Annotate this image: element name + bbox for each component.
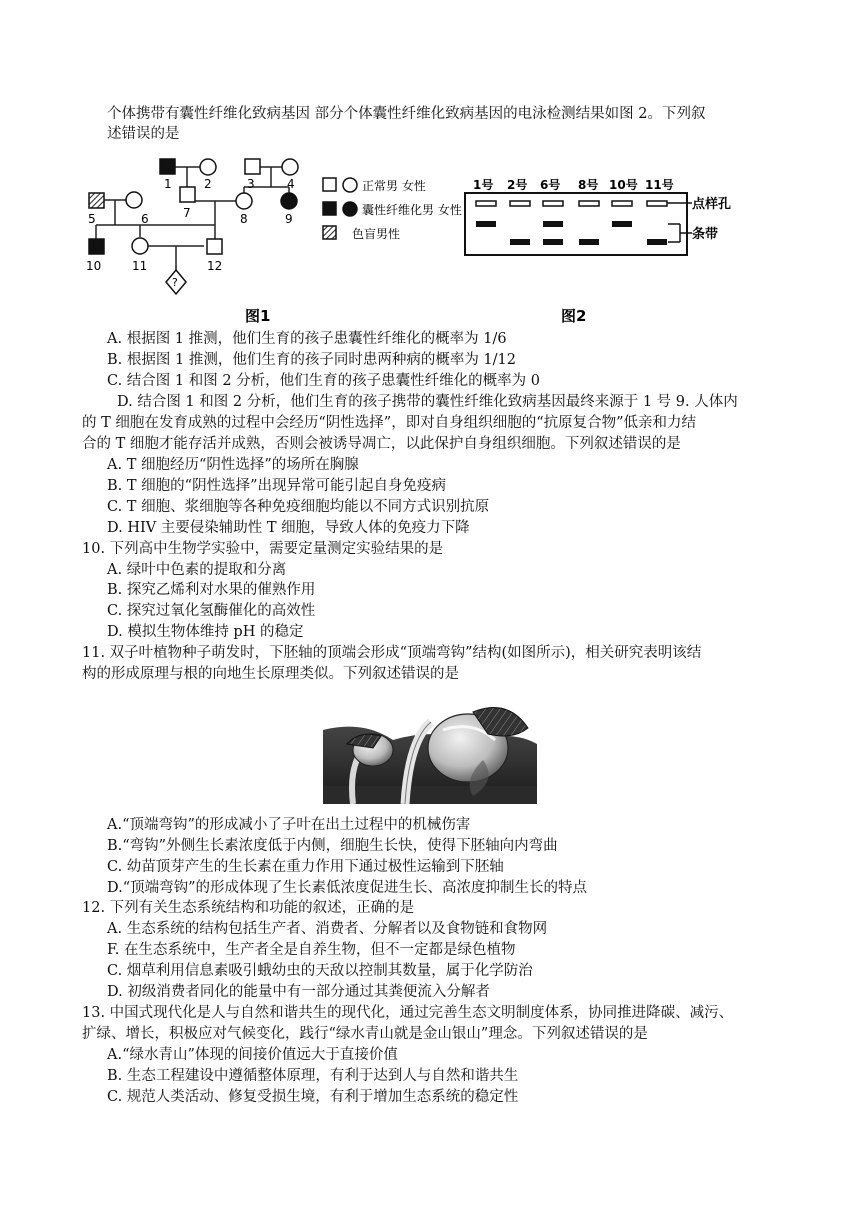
label-7: 7 [183, 206, 191, 220]
well-11 [647, 201, 667, 206]
label-3: 3 [247, 177, 255, 191]
q8-option-d: D. 结合图 1 和图 2 分析，他们生育的孩子携带的囊性纤维化致病基因最终来源于 1 号 9. 人体内 [117, 394, 738, 410]
individual-7-normal-male [180, 187, 195, 202]
label-1: 1 [164, 177, 172, 191]
legend-colorblind-label: 色盲男性 [352, 227, 401, 241]
label-2: 2 [204, 177, 212, 191]
individual-3-normal-male [245, 159, 260, 174]
label-9: 9 [285, 212, 293, 226]
individual-9-cf-female [281, 193, 297, 209]
well-10 [612, 201, 632, 206]
individual-4-normal-female [282, 159, 298, 175]
label-4: 4 [287, 177, 295, 191]
individual-1-cf-male [160, 159, 175, 174]
well-1 [476, 201, 496, 206]
lane-label-6: 6号 [540, 178, 561, 192]
q9-stem-line-1: 的 T 细胞在发育成熟的过程中会经历“阴性选择”，即对自身组织细胞的“抗原复合物”低亲和力结 [82, 415, 697, 431]
legend-cf-female-symbol [343, 202, 357, 216]
q12-option-c: C. 烟草利用信息素吸引蛾幼虫的天敌以控制其数量，属于化学防治 [107, 963, 533, 979]
individual-2-normal-female [200, 159, 216, 175]
label-12: 12 [207, 259, 223, 273]
band-label: 条带 [692, 227, 719, 242]
label-unknown: ? [172, 276, 178, 289]
individual-5-colorblind-male [89, 193, 104, 208]
q10-option-d: D. 模拟生物体维持 pH 的稳定 [107, 624, 304, 640]
label-6: 6 [141, 212, 149, 226]
figure2-caption: 图2 [561, 307, 587, 325]
band [543, 221, 563, 227]
q10-stem: 10. 下列高中生物学实验中，需要定量测定实验结果的是 [82, 541, 444, 557]
individual-12-normal-male [207, 239, 222, 254]
legend-colorblind-symbol [323, 226, 336, 239]
q9-option-a: A. T 细胞经历“阴性选择”的场所在胸腺 [107, 457, 359, 473]
label-11: 11 [132, 259, 148, 273]
q10-option-a: A. 绿叶中色素的提取和分离 [107, 562, 287, 578]
q11-option-d: D.“顶端弯钩”的形成体现了生长素低浓度促进生长、高浓度抑制生长的特点 [107, 880, 588, 896]
q9-option-c: C. T 细胞、浆细胞等各种免疫细胞均能以不同方式识别抗原 [107, 499, 490, 515]
band [476, 221, 496, 227]
q11-stem-line-1: 11. 双子叶植物种子萌发时，下胚轴的顶端会形成“顶端弯钩”结构(如图所示)，相关研究表明该结 [82, 645, 702, 661]
well-label: 点样孔 [692, 197, 732, 212]
q13-option-c: C. 规范人类活动、修复受损生境，有利于增加生态系统的稳定性 [107, 1089, 519, 1105]
individual-11-normal-female [132, 238, 148, 254]
individual-10-cf-male [89, 239, 104, 254]
q12-stem: 12. 下列有关生态系统结构和功能的叙述，正确的是 [82, 900, 415, 916]
q11-option-a: A.“顶端弯钩”的形成减小了子叶在出土过程中的机械伤害 [107, 817, 471, 833]
lane-label-11: 11号 [645, 178, 674, 192]
q9-option-d: D. HIV 主要侵染辅助性 T 细胞，导致人体的免疫力下降 [107, 520, 470, 536]
q12-option-a: A. 生态系统的结构包括生产者、消费者、分解者以及食物链和食物网 [107, 921, 548, 937]
legend-normal-female-symbol [343, 178, 357, 192]
q11-option-b: B.“弯钩”外侧生长素浓度低于内侧，细胞生长快，使得下胚轴向内弯曲 [107, 838, 558, 854]
q9-stem-line-2: 合的 T 细胞才能存活并成熟，否则会被诱导凋亡，以此保护自身组织细胞。下列叙述错误的是 [82, 436, 681, 452]
q13-option-b: B. 生态工程建设中遵循整体原理，有利于达到人与自然和谐共生 [107, 1068, 519, 1084]
legend-normal-label: 正常男 女性 [362, 179, 426, 193]
well-6 [543, 201, 563, 206]
q13-stem-line-2: 扩绿、增长，积极应对气候变化，践行“绿水青山就是金山银山”理念。下列叙述错误的是 [82, 1026, 648, 1042]
apical-hook-photo [323, 700, 537, 804]
band [579, 239, 599, 245]
q8-option-b: B. 根据图 1 推测，他们生育的孩子同时患两种病的概率为 1/12 [107, 352, 516, 368]
band [543, 239, 563, 245]
lane-label-8: 8号 [578, 178, 599, 192]
lane-label-2: 2号 [507, 178, 528, 192]
q8-option-c: C. 结合图 1 和图 2 分析，他们生育的孩子患囊性纤维化的概率为 0 [107, 373, 541, 389]
individual-6-normal-female [126, 192, 142, 208]
label-8: 8 [240, 212, 248, 226]
individual-8-normal-female [236, 193, 252, 209]
lane-label-1: 1号 [473, 178, 494, 192]
band [647, 239, 667, 245]
q10-option-b: B. 探究乙烯利对水果的催熟作用 [107, 582, 316, 598]
legend-cf-label: 囊性纤维化男 女性 [362, 203, 462, 217]
label-10: 10 [86, 259, 102, 273]
q8-option-a: A. 根据图 1 推测，他们生育的孩子患囊性纤维化的概率为 1/6 [107, 331, 507, 347]
lane-label-10: 10号 [609, 178, 638, 192]
pedigree-figure [80, 145, 480, 325]
figure1-caption: 图1 [245, 307, 271, 325]
well-8 [579, 201, 599, 206]
label-5: 5 [88, 212, 96, 226]
q11-option-c: C. 幼苗顶芽产生的生长素在重力作用下通过极性运输到下胚轴 [107, 859, 504, 875]
q9-option-b: B. T 细胞的“阴性选择”出现异常可能引起自身免疫病 [107, 478, 446, 494]
q12-option-b: F. 在生态系统中，生产者全是自养生物，但不一定都是绿色植物 [107, 942, 516, 958]
q12-option-d: D. 初级消费者同化的能量中有一部分通过其粪便流入分解者 [107, 984, 490, 1000]
band [510, 239, 530, 245]
q11-stem-line-2: 构的形成原理与根的向地生长原理类似。下列叙述错误的是 [82, 666, 459, 682]
electrophoresis-figure [460, 145, 760, 325]
intro-line-2: 述错误的是 [107, 126, 180, 142]
q10-option-c: C. 探究过氧化氢酶催化的高效性 [107, 603, 316, 619]
q13-option-a: A.“绿水青山”体现的间接价值远大于直接价值 [107, 1047, 398, 1063]
legend-normal-male-symbol [323, 178, 336, 191]
well-2 [510, 201, 530, 206]
q13-stem-line-1: 13. 中国式现代化是人与自然和谐共生的现代化，通过完善生态文明制度体系，协同推进降碳、减污、 [82, 1005, 734, 1021]
intro-line-1: 个体携带有囊性纤维化致病基因 部分个体囊性纤维化致病基因的电泳检测结果如图 2。下列叙 [107, 106, 706, 122]
legend-cf-male-symbol [323, 202, 336, 215]
band [612, 221, 632, 227]
